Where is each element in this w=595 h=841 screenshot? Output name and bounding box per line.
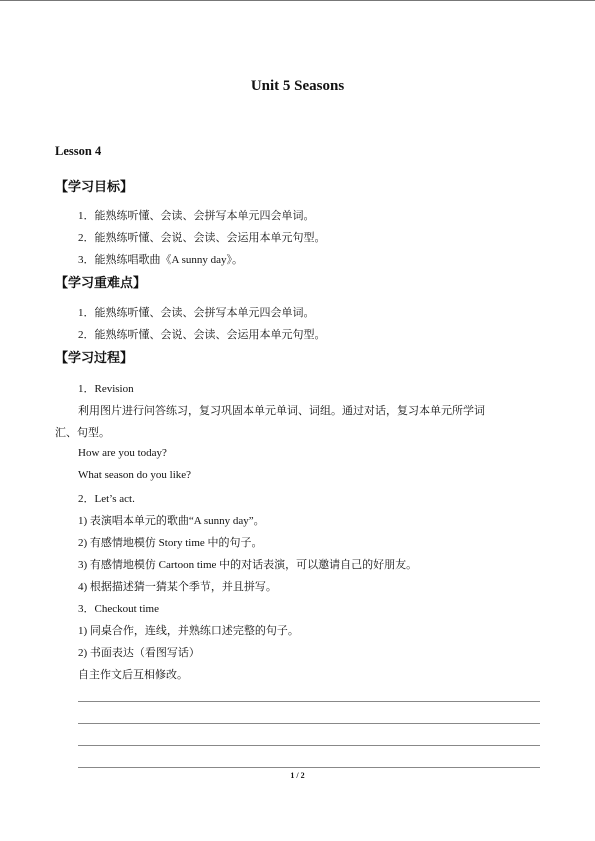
heading-learning-objectives: 【学习目标】 [55, 180, 134, 195]
key-point-item-1: 1．能熟练听懂、会读、会拼写本单元四会单词。 [78, 307, 315, 319]
key-point-item-2: 2．能熟练听懂、会说、会读、会运用本单元句型。 [78, 329, 326, 341]
process-line: 2．Let’s act. [78, 493, 135, 505]
writing-line [78, 701, 540, 702]
process-line: How are you today? [78, 447, 167, 459]
heading-key-points: 【学习重难点】 [55, 276, 147, 291]
heading-learning-process: 【学习过程】 [55, 351, 134, 366]
process-line: 1．Revision [78, 383, 134, 395]
process-line: 2) 有感情地模仿 Story time 中的句子。 [78, 537, 263, 549]
process-line: 3．Checkout time [78, 603, 159, 615]
objective-item-1: 1．能熟练听懂、会读、会拼写本单元四会单词。 [78, 210, 315, 222]
process-line: 自主作文后互相修改。 [78, 669, 188, 681]
writing-line [78, 767, 540, 768]
process-line: 利用图片进行问答练习，复习巩固本单元单词、词组。通过对话，复习本单元所学词 [78, 405, 485, 417]
document-title: Unit 5 Seasons [250, 78, 345, 94]
process-line: 4) 根据描述猜一猜某个季节，并且拼写。 [78, 581, 277, 593]
process-line: 汇、句型。 [55, 427, 110, 439]
process-line: 3) 有感情地模仿 Cartoon time 中的对话表演，可以邀请自己的好朋友。 [78, 559, 418, 571]
page-number: 1 / 2 [290, 771, 305, 780]
process-line: 2) 书面表达（看图写话） [78, 647, 200, 659]
process-line: What season do you like? [78, 469, 192, 481]
process-line: 1) 同桌合作，连线，并熟练口述完整的句子。 [78, 625, 299, 637]
lesson-label: Lesson 4 [55, 144, 102, 158]
page-top-border [0, 0, 595, 1]
process-line: 1) 表演唱本单元的歌曲“A sunny day”。 [78, 515, 265, 527]
writing-line [78, 723, 540, 724]
objective-item-3: 3．能熟练唱歌曲《A sunny day》。 [78, 254, 243, 266]
objective-item-2: 2．能熟练听懂、会说、会读、会运用本单元句型。 [78, 232, 326, 244]
writing-line [78, 745, 540, 746]
